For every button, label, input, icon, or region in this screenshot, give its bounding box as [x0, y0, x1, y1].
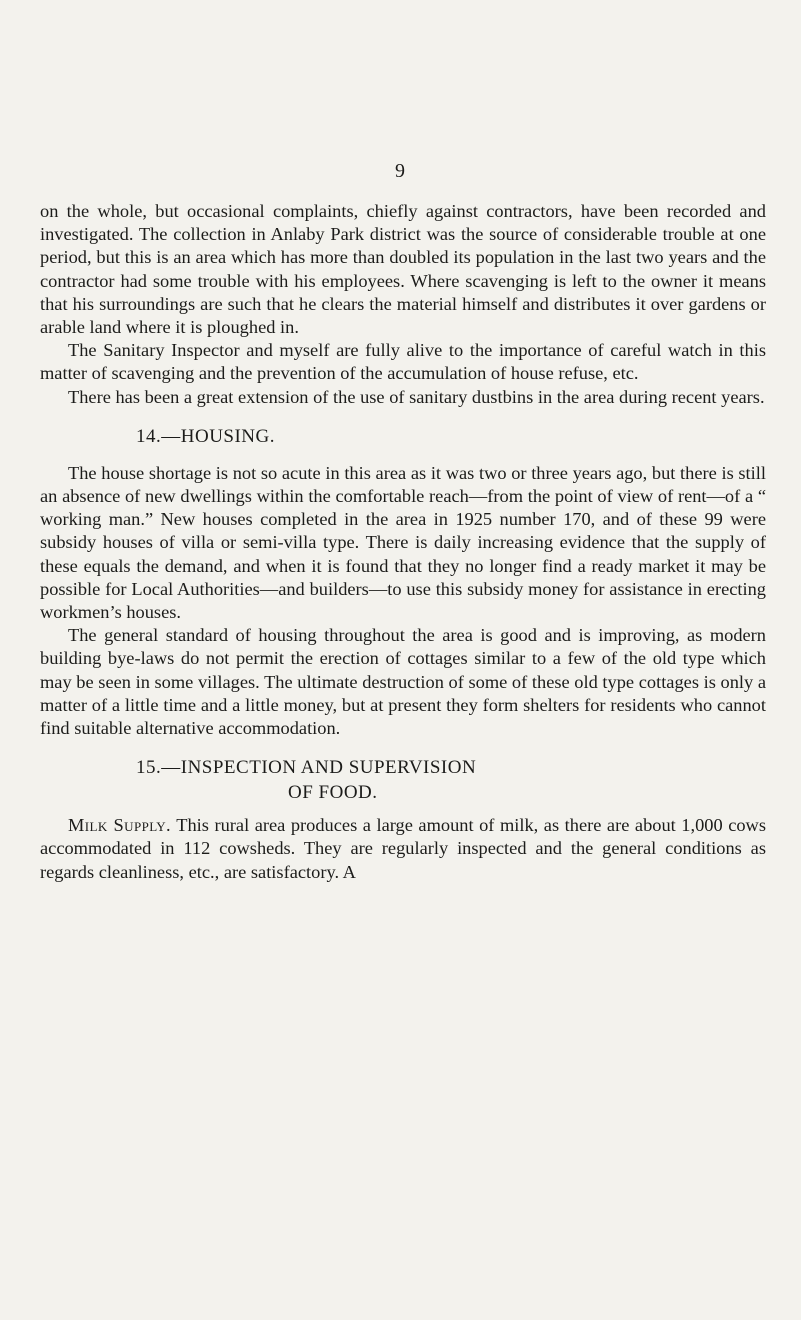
section-heading-food-line1: 15.—INSPECTION AND SUPERVISION: [136, 757, 477, 779]
paragraph-sanitary-inspector: The Sanitary Inspector and myself are fully alive to the importance of careful watch in this matter of scavenging and the prevention of the accumulation of house refuse, etc.: [40, 340, 766, 384]
milk-supply-lead: Milk Supply.: [68, 815, 172, 836]
section-heading-housing: 14.—HOUSING.: [136, 425, 275, 447]
body-text: [40, 200, 766, 884]
paragraph-scavenging: on the whole, but occasional complaints, chiefly against contractors, have been recorded and investigated. The collection in Anlaby Park district was the source of considerable trouble at one period, but this is an area which has more than doubled its population in the last two years and the contractor had some trouble with his employees. Where scavenging is left to the owner it means that his surroundings are such that he clears the material himself and distributes it over gardens or arable land where it is ploughed in.: [40, 201, 766, 338]
paragraph-house-shortage: The house shortage is not so acute in this area as it was two or three years ago, but there is still an absence of new dwellings within the comfortable reach—from the point of view of rent—of a “ working man.” New houses completed in the area in 1925 number 170, and of these 99 were subsidy houses of villa or semi-villa type. There is daily increasing evidence that the supply of these equals the demand, and when it is found that they no longer find a ready market it may be possible for Local Authorities—and builders—to use this subsidy money for assistance in erecting workmen’s houses.: [40, 462, 766, 623]
section-heading-food-line2: OF FOOD.: [288, 782, 378, 804]
paragraph-milk-supply: [40, 814, 766, 884]
page-number: 9: [395, 160, 406, 182]
paragraph-dustbins: There has been a great extension of the use of sanitary dustbins in the area during recent years.: [68, 386, 765, 407]
milk-supply-text: This rural area produces a large amount of milk, as there are about 1,000 cows accommodated in 112 cowsheds. They are regularly inspected and the general conditions as regards cleanliness, etc., are satisfactory. A: [40, 815, 766, 882]
paragraph-housing-standard: The general standard of housing throughout the area is good and is improving, as modern building bye-laws do not permit the erection of cottages similar to a few of the old type which may be seen in some villages. The ultimate destruction of some of these old type cottages is only a matter of a little time and a little money, but at present they form shelters for residents who cannot find suitable alternative accommodation.: [40, 625, 766, 739]
